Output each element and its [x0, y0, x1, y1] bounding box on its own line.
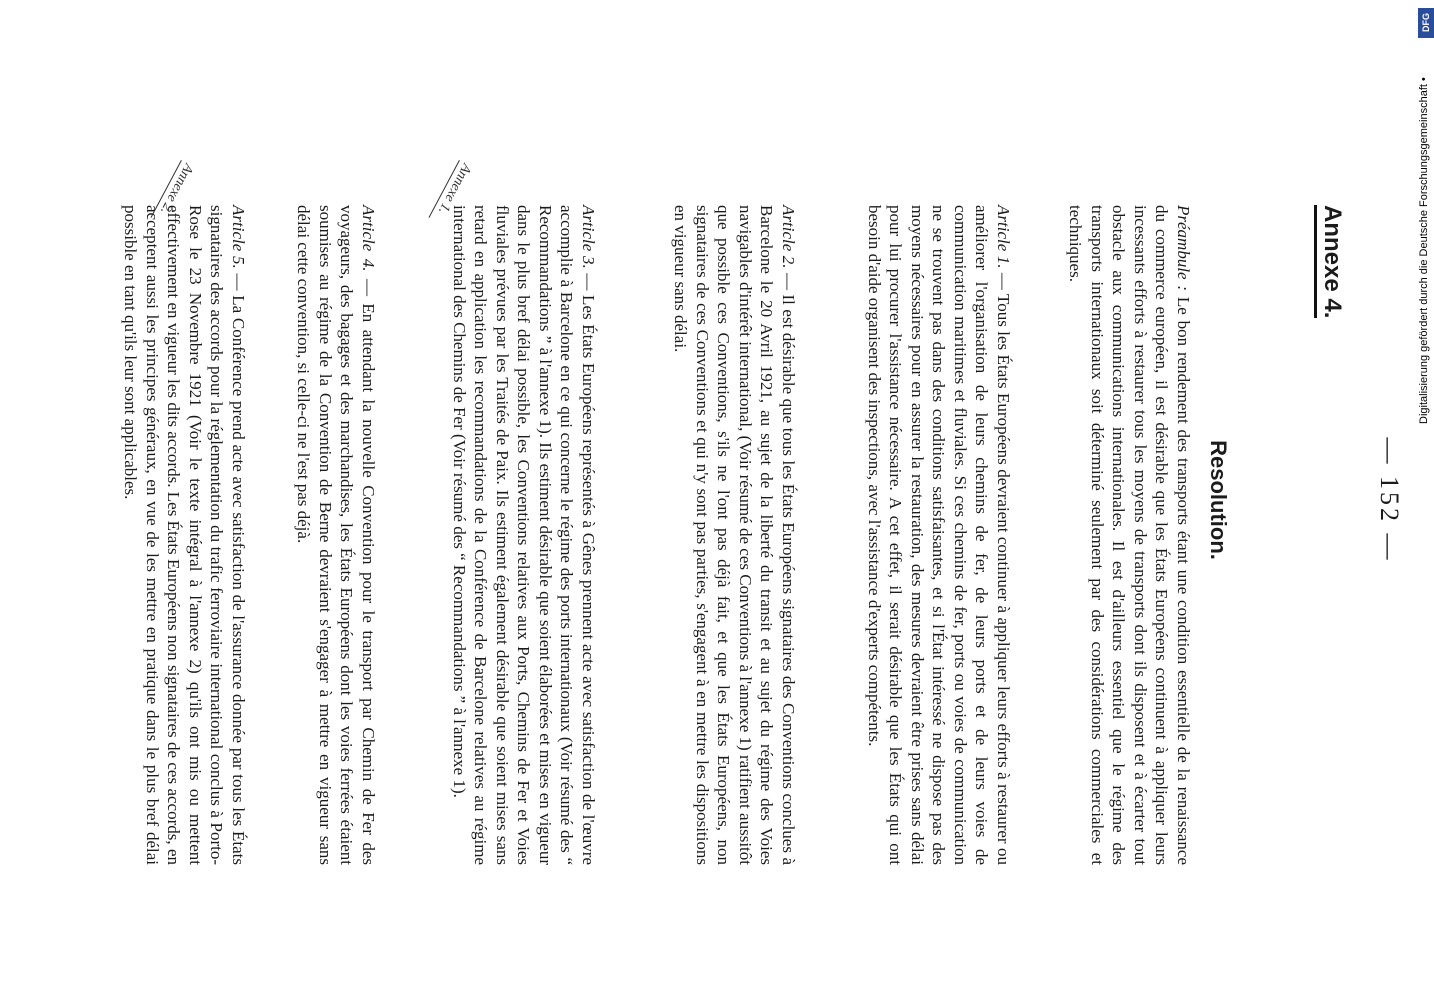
- article-2-head: Article 2.: [779, 205, 798, 274]
- article-4-head: Article 4.: [359, 205, 378, 279]
- preamble-text: Le bon rendement des transports étant une condition essentielle de la renaissance du commerce européen, il est désirable que les États Européens continuent à appliquer leurs incessants efforts à restaurer tous les moyens de transports dont ils disposent et à écarter tout obstacle aux communications internationales. Il est d'ailleurs essentiel que le régime des transports internationaux soit déterminé seulement par des considérations commerciales et techniques.: [1066, 205, 1193, 865]
- funding-note: Digitalisierung gefördert durch die Deutsche Forschungsgemeinschaft •: [1418, 77, 1430, 424]
- article-4-paragraph: [293, 205, 379, 865]
- annex-title: Annexe 4.: [1314, 205, 1346, 318]
- preamble-head: Préambule :: [1174, 205, 1193, 297]
- margin-note-annexe-2: Annexe 2.: [150, 160, 196, 226]
- resolution-title: Resolution.: [1206, 440, 1231, 560]
- article-1-paragraph: [864, 205, 1015, 865]
- article-4-text: — En attendant la nouvelle Convention pour le transport par Chemin de Fer des voyageurs, des bagages et des marchandises, les États Européens dont les voies ferrées étaient soumises au régime de la Convention de Berne devraient s'engager à mettre en vigueur sans délai cette convention, si celle-ci ne l'est pas déjà.: [294, 205, 378, 865]
- margin-note-annexe-1: Annexe 1.: [428, 160, 474, 226]
- article-5-head: Article 5.: [229, 205, 248, 274]
- preamble-paragraph: [1065, 205, 1194, 865]
- article-1-head: Article 1.: [994, 205, 1013, 273]
- article-5-paragraph: [120, 205, 249, 865]
- dfg-logo: DFG: [1418, 8, 1434, 38]
- article-2-paragraph: [670, 205, 799, 865]
- article-2-text: — Il est désirable que tous les États Européens signataires des Conventions conclues à Barcelone le 20 Avril 1921, au sujet de la liberté du transit et au sujet du régime des Voies navigables d'intérêt international, (Voir résumé de ces Conventions à l'annexe 1) ratifient aussitôt que possible ces Conventions, s'ils ne l'ont pas déjà fait, et que les États Européens, non signataires de ces Conventions et qui n'y sont pas parties, s'engagent à en mettre les dispositions en vigueur sans délai.: [671, 205, 798, 865]
- article-5-text: — La Conférence prend acte avec satisfaction de l'assurance donnée par tous les États signataires des accords pour la réglementation du trafic ferroviaire international conclus à Porto-Rose le 23 Novembre 1921 (Voir le texte intégral à l'annexe 2) qu'ils ont mis ou mettent effectivement en vigueur les dits accords. Les États Européens non signataires de ces accords, en acceptent aussi les principes généraux, en vue de les mettre en pratique dans le plus bref délai possible en tant qu'ils leur sont applicables.: [121, 205, 248, 865]
- article-1-text: — Tous les États Européens devraient continuer à appliquer leurs efforts à restaurer ou améliorer l'organisation de leurs chemins de fer, de leurs ports et de leurs voies de communication maritimes et fluviales. Si ces chemins de fer, ports ou voies de communication ne se trouvent pas dans des conditions satisfaisantes, et si l'État intéressé ne dispose pas des moyens nécessaires pour en assurer la restauration, des mesures devraient être prises sans délai pour lui procurer l'assistance nécessaire. A cet effet, il serait désirable que les États qui ont besoin d'aide organisent des inspections, avec l'assistance d'experts compétents.: [865, 205, 1013, 865]
- article-3-head: Article 3.: [579, 205, 598, 274]
- page-number: — 152 —: [1375, 437, 1404, 563]
- article-3-text: — Les États Européens représentés à Gênes prennent acte avec satisfaction de l'œuvre accomplie à Barcelone en ce qui concerne le régime des ports internationaux (Voir résumé des “ Recommandations ” à l'annexe 1). Ils estiment désirable que soient élaborées et mises en vigueur dans le plus bref délai possible, les Conventions relatives aux Ports, Chemins de Fer et Voies fluviales prévues par les Traités de Paix. Ils estiment également désirable que soient mises sans retard en application les recommandations de la Conférence de Barcelone relatives au régime international des Chemins de Fer (Voir résumé des “ Recommandations ” à l'annexe 1).: [450, 205, 598, 866]
- article-3-paragraph: [449, 205, 600, 865]
